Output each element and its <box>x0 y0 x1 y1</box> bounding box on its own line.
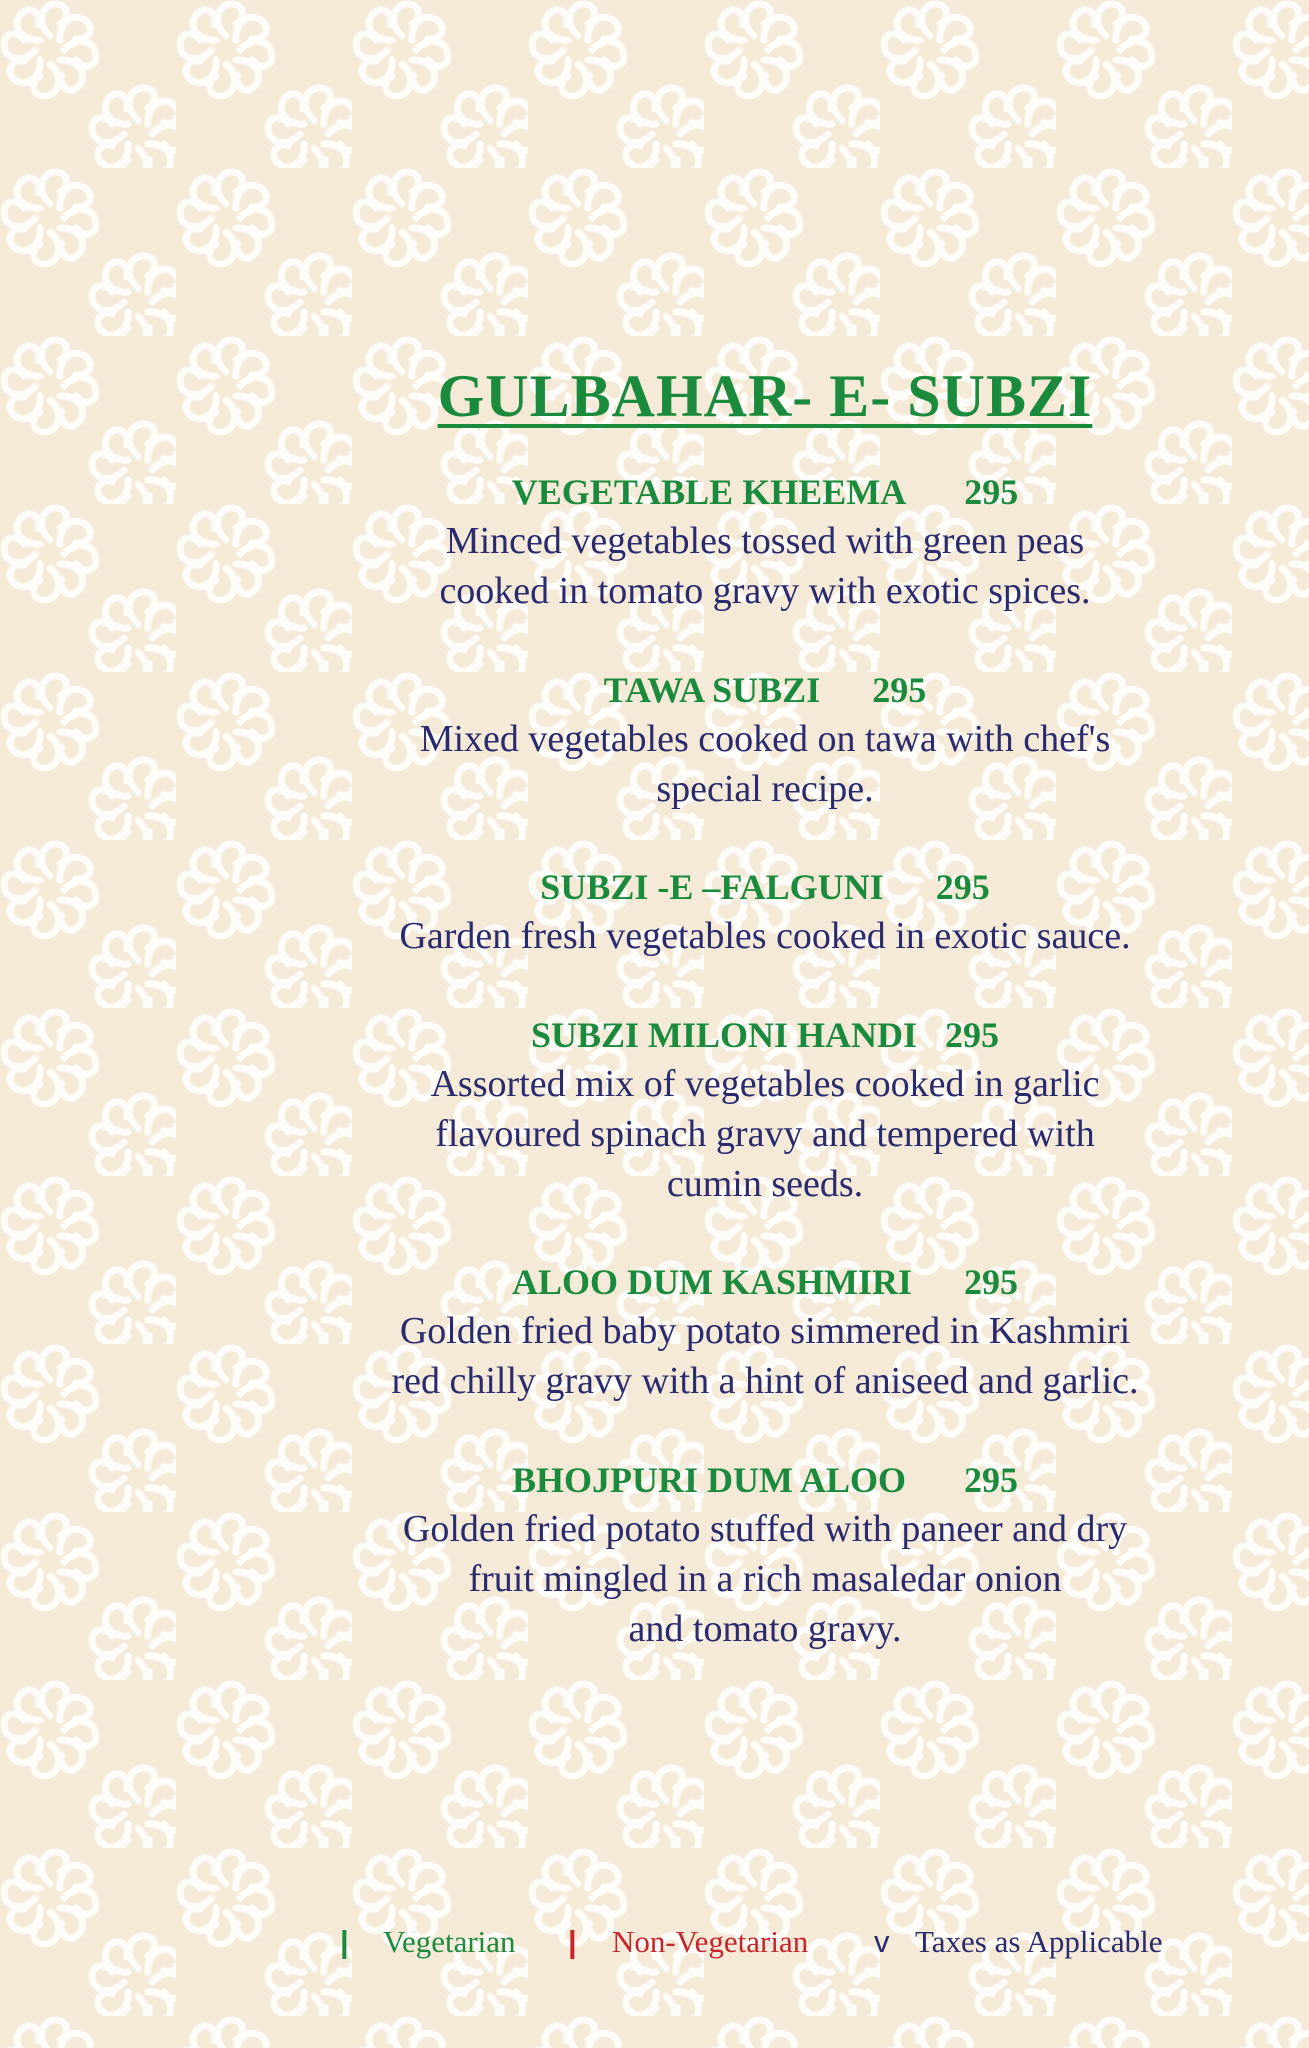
item-description <box>340 1306 1190 1406</box>
item-description <box>340 911 1190 961</box>
item-description <box>340 516 1190 616</box>
item-price: 295 <box>964 1460 1018 1500</box>
menu-item <box>340 668 1190 814</box>
description-line: cooked in tomato gravy with exotic spices. <box>439 570 1091 612</box>
veg-marker-icon: | <box>340 1924 349 1959</box>
description-line: Mixed vegetables cooked on tawa with chef's <box>419 718 1111 760</box>
description-line: Assorted mix of vegetables cooked in garlic <box>430 1063 1100 1105</box>
legend-bar <box>340 1922 1200 1962</box>
menu-item <box>340 1458 1190 1654</box>
item-price: 295 <box>872 670 927 710</box>
item-name: BHOJPURI DUM ALOO <box>511 1460 906 1500</box>
item-description <box>340 714 1190 814</box>
item-header <box>340 1458 1190 1502</box>
description-line: flavoured spinach gravy and tempered with <box>435 1113 1095 1155</box>
item-name: SUBZI MILONI HANDI <box>530 1015 918 1055</box>
menu-item <box>340 1260 1190 1406</box>
tax-marker-icon: v <box>874 1924 890 1959</box>
menu-item <box>340 470 1190 616</box>
item-header <box>340 1260 1190 1304</box>
description-line: and tomato gravy. <box>628 1608 902 1650</box>
item-header <box>340 865 1190 909</box>
veg-label: Vegetarian <box>383 1924 516 1959</box>
description-line: Garden fresh vegetables cooked in exotic sauce. <box>399 915 1131 957</box>
item-header <box>340 668 1190 712</box>
section-title: GULBAHAR- E- SUBZI <box>437 363 1093 429</box>
description-line: Minced vegetables tossed with green peas <box>445 520 1085 562</box>
menu-item <box>340 1013 1190 1209</box>
item-header <box>340 470 1190 514</box>
item-price: 295 <box>964 472 1019 512</box>
description-line: special recipe. <box>656 768 874 810</box>
item-price: 295 <box>945 1015 1000 1055</box>
description-line: fruit mingled in a rich masaledar onion <box>468 1558 1062 1600</box>
item-name: VEGETABLE KHEEMA <box>511 472 907 512</box>
nonveg-marker-icon: | <box>568 1924 577 1959</box>
description-line: Golden fried baby potato simmered in Kashmiri <box>399 1310 1131 1352</box>
description-line: Golden fried potato stuffed with paneer and dry <box>402 1508 1128 1550</box>
menu-content <box>340 0 1190 2048</box>
item-description <box>340 1059 1190 1209</box>
item-name: ALOO DUM KASHMIRI <box>511 1262 912 1302</box>
item-name: SUBZI -E –FALGUNI <box>540 867 884 907</box>
item-price: 295 <box>964 1262 1018 1302</box>
tax-label: Taxes as Applicable <box>915 1924 1163 1959</box>
item-name: TAWA SUBZI <box>603 670 821 710</box>
item-description <box>340 1504 1190 1654</box>
nonveg-label: Non-Vegetarian <box>612 1924 809 1959</box>
menu-item <box>340 865 1190 961</box>
description-line: cumin seeds. <box>666 1163 864 1205</box>
description-line: red chilly gravy with a hint of aniseed and garlic. <box>391 1360 1139 1402</box>
item-price: 295 <box>935 867 990 907</box>
item-header <box>340 1013 1190 1057</box>
